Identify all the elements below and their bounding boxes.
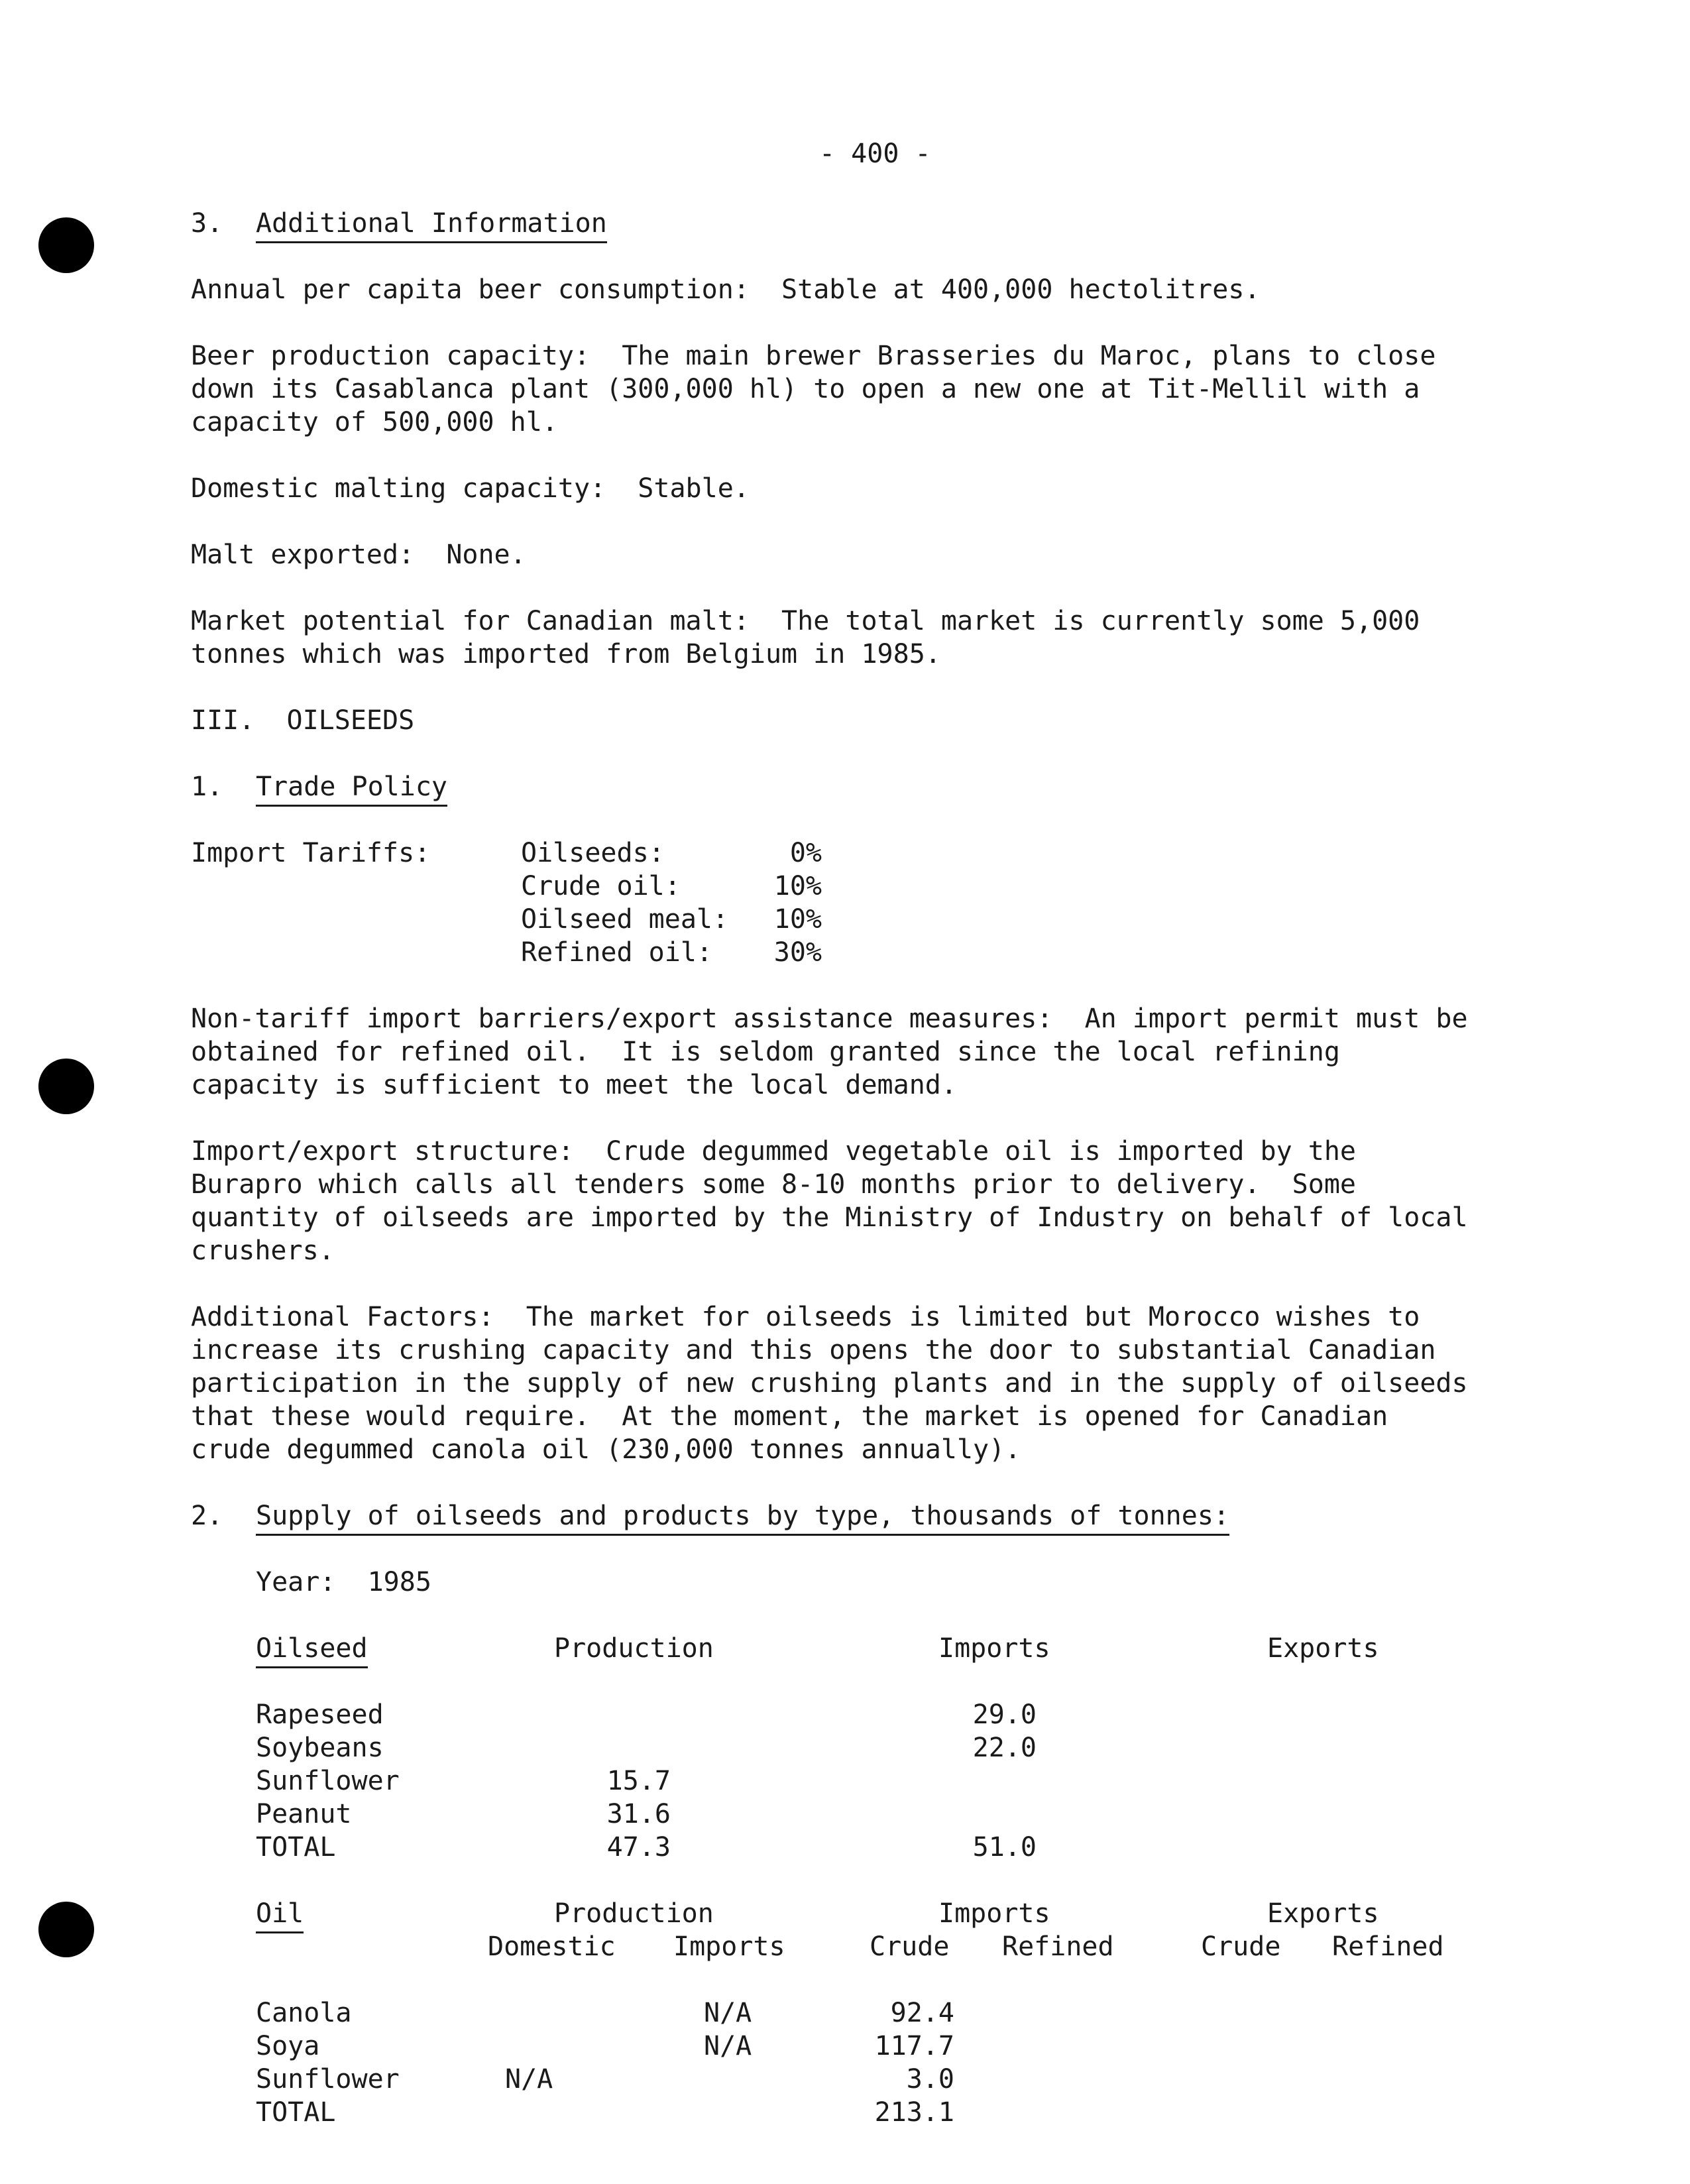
tariff-item: Refined oil: (521, 937, 712, 968)
table-cell-production-imports: N/A (704, 1998, 752, 2028)
table-cell-imports-crude: 92.4 (890, 1998, 954, 2028)
tariff-rate: 30% (773, 937, 822, 968)
table-cell-production: 47.3 (606, 1832, 671, 1863)
section-heading: Supply of oilseeds and products by type, thousands of tonnes: (256, 1499, 1229, 1536)
table-row-name: Sunflower (256, 1766, 400, 1796)
tariff-rate: 10% (773, 904, 822, 935)
section-number: 2. (191, 1501, 223, 1531)
section-heading: Additional Information (256, 207, 607, 243)
production-imports-subheader: Imports (673, 1931, 785, 1962)
beer-capacity-line: capacity of 500,000 hl. (191, 407, 558, 437)
tariff-rate: 10% (773, 871, 822, 901)
punch-hole-middle (38, 1059, 94, 1114)
malting-capacity-line: Domestic malting capacity: Stable. (191, 473, 750, 504)
table-cell-imports: 51.0 (972, 1832, 1037, 1863)
table-row-name: Canola (256, 1998, 352, 2028)
imports-column-header: Imports (938, 1898, 1050, 1929)
punch-hole-top (38, 217, 94, 273)
non-tariff-barriers-line: Non-tariff import barriers/export assistance measures: An import permit must be (191, 1004, 1468, 1034)
market-potential-line: Market potential for Canadian malt: The total market is currently some 5,000 (191, 606, 1420, 636)
tariff-item: Oilseeds: (521, 838, 665, 868)
import-export-structure-line: Import/export structure: Crude degummed vegetable oil is imported by the (191, 1136, 1356, 1167)
punch-hole-bottom (38, 1902, 94, 1957)
import-export-structure-line: quantity of oilseeds are imported by the Ministry of Industry on behalf of local (191, 1202, 1468, 1233)
beer-capacity-line: Beer production capacity: The main brewer Brasseries du Maroc, plans to close (191, 341, 1436, 371)
table-cell-production: 31.6 (606, 1799, 671, 1829)
table-cell-domestic: N/A (505, 2064, 553, 2095)
imports-refined-subheader: Refined (1002, 1931, 1114, 1962)
table-row-name: Peanut (256, 1799, 352, 1829)
additional-factors-line: increase its crushing capacity and this opens the door to substantial Canadian (191, 1335, 1436, 1365)
beer-capacity-line: down its Casablanca plant (300,000 hl) to open a new one at Tit-Mellil with a (191, 374, 1420, 404)
imports-column-header: Imports (938, 1633, 1050, 1664)
exports-column-header: Exports (1267, 1898, 1379, 1929)
table-cell-imports: 29.0 (972, 1699, 1037, 1730)
import-export-structure-line: crushers. (191, 1236, 335, 1266)
table-cell-imports-crude: 213.1 (874, 2097, 954, 2128)
additional-factors-line: participation in the supply of new crushing plants and in the supply of oilseeds (191, 1368, 1468, 1399)
malt-exported-line: Malt exported: None. (191, 540, 526, 570)
table-row-name: Rapeseed (256, 1699, 384, 1730)
section-heading: Trade Policy (256, 770, 447, 807)
table-row-name: Sunflower (256, 2064, 400, 2095)
non-tariff-barriers-line: obtained for refined oil. It is seldom granted since the local refining (191, 1037, 1340, 1067)
import-tariffs-label: Import Tariffs: (191, 838, 431, 868)
table-cell-imports-crude: 3.0 (906, 2064, 954, 2095)
oilseed-column-header: Oilseed (256, 1632, 368, 1668)
part-heading: III. OILSEEDS (191, 705, 415, 736)
table-row-name: Soya (256, 2031, 320, 2061)
beer-consumption-line: Annual per capita beer consumption: Stable at 400,000 hectolitres. (191, 274, 1261, 305)
additional-factors-line: crude degummed canola oil (230,000 tonnes annually). (191, 1434, 1021, 1465)
imports-crude-subheader: Crude (870, 1931, 950, 1962)
table-row-name: TOTAL (256, 1832, 336, 1863)
table-cell-imports-crude: 117.7 (874, 2031, 954, 2061)
exports-crude-subheader: Crude (1201, 1931, 1281, 1962)
table-cell-production: 15.7 (606, 1766, 671, 1796)
page-number: - 400 - (819, 139, 931, 169)
additional-factors-line: that these would require. At the moment, the market is opened for Canadian (191, 1401, 1388, 1432)
tariff-item: Oilseed meal: (521, 904, 729, 935)
table-cell-production-imports: N/A (704, 2031, 752, 2061)
non-tariff-barriers-line: capacity is sufficient to meet the local demand. (191, 1070, 957, 1100)
section-number: 3. (191, 208, 223, 239)
exports-refined-subheader: Refined (1332, 1931, 1444, 1962)
table-row-name: TOTAL (256, 2097, 336, 2128)
section-number: 1. (191, 772, 223, 802)
oil-column-header: Oil (256, 1897, 304, 1933)
production-column-header: Production (554, 1633, 714, 1664)
import-export-structure-line: Burapro which calls all tenders some 8-10 months prior to delivery. Some (191, 1169, 1356, 1200)
tariff-item: Crude oil: (521, 871, 681, 901)
exports-column-header: Exports (1267, 1633, 1379, 1664)
year-label: Year: 1985 (256, 1567, 431, 1597)
tariff-rate: 0% (789, 838, 822, 868)
market-potential-line: tonnes which was imported from Belgium in 1985. (191, 639, 941, 669)
table-cell-imports: 22.0 (972, 1733, 1037, 1763)
domestic-subheader: Domestic (488, 1931, 616, 1962)
table-row-name: Soybeans (256, 1733, 384, 1763)
additional-factors-line: Additional Factors: The market for oilseeds is limited but Morocco wishes to (191, 1302, 1420, 1332)
production-column-header: Production (554, 1898, 714, 1929)
